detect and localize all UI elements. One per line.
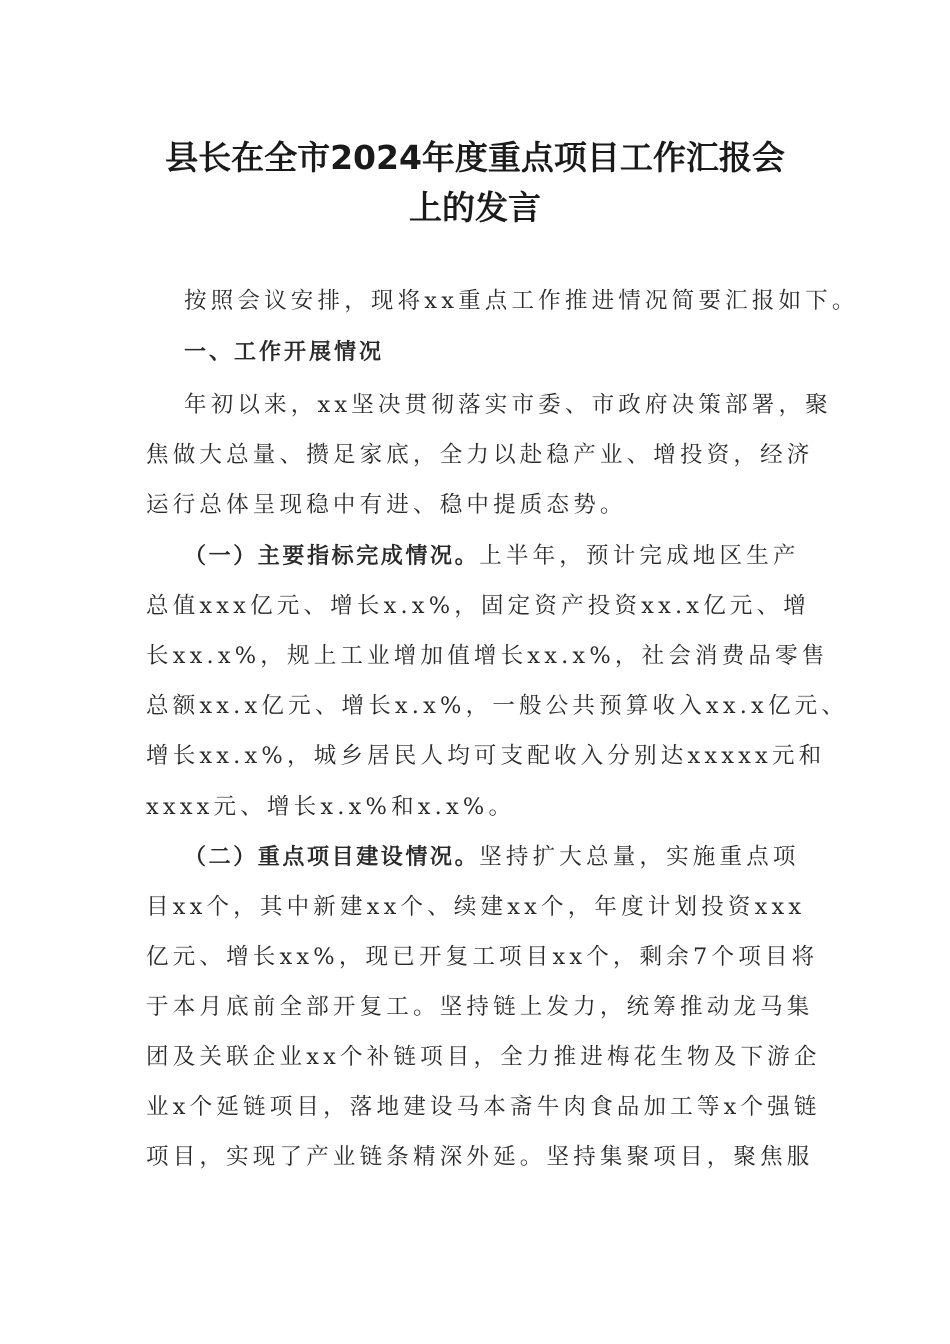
paragraph-line bbox=[184, 541, 864, 571]
paragraph-line: 总值xxx亿元、增长x.x%，固定资产投资xx.x亿元、增 bbox=[146, 593, 810, 619]
paragraph-line: 项目，实现了产业链条精深外延。坚持集聚项目，聚焦服 bbox=[146, 1144, 814, 1170]
paragraph-line: xxxx元、增长x.x%和x.x%。 bbox=[146, 794, 516, 820]
paragraph-line: 运行总体呈现稳中有进、稳中提质态势。 bbox=[146, 492, 627, 518]
paragraph-line: 业x个延链项目，落地建设马本斋牛肉食品加工等x个强链 bbox=[146, 1094, 821, 1120]
paragraph-line: 于本月底前全部开复工。坚持链上发力，统筹推动龙马集 bbox=[146, 994, 814, 1020]
paragraph-line: 增长xx.x%，城乡居民人均可支配收入分别达xxxxx元和 bbox=[146, 743, 826, 769]
paragraph-line bbox=[184, 842, 864, 872]
paragraph-line: 年初以来，xx坚决贯彻落实市委、市政府决策部署，聚 bbox=[184, 392, 832, 418]
paragraph-text: 上半年，预计完成地区生产 bbox=[479, 543, 800, 569]
paragraph-line: 总额xx.x亿元、增长x.x%，一般公共预算收入xx.x亿元、 bbox=[146, 693, 849, 719]
document-title-line-1: 县长在全市2024年度重点项目工作汇报会 bbox=[165, 138, 785, 177]
paragraph-line: 亿元、增长xx%，现已开复工项目xx个，剩余7个项目将 bbox=[146, 944, 819, 970]
paragraph-line: 焦做大总量、攒足家底，全力以赴稳产业、增投资，经济 bbox=[146, 442, 814, 468]
subheading-main-indicators: （一）主要指标完成情况。 bbox=[184, 544, 480, 569]
section-heading-work-progress: 一、工作开展情况 bbox=[184, 340, 385, 365]
paragraph-text: 坚持扩大总量，实施重点项 bbox=[479, 844, 800, 870]
document-title-line-2: 上的发言 bbox=[409, 188, 541, 227]
intro-paragraph: 按照会议安排，现将xx重点工作推进情况简要汇报如下。 bbox=[184, 288, 859, 314]
subheading-key-projects: （二）重点项目建设情况。 bbox=[184, 845, 480, 870]
paragraph-line: 团及关联企业xx个补链项目，全力推进梅花生物及下游企 bbox=[146, 1044, 821, 1070]
paragraph-line: 目xx个，其中新建xx个、续建xx个，年度计划投资xxx bbox=[146, 894, 806, 920]
paragraph-line: 长xx.x%，规上工业增加值增长xx.x%，社会消费品零售 bbox=[146, 643, 829, 669]
